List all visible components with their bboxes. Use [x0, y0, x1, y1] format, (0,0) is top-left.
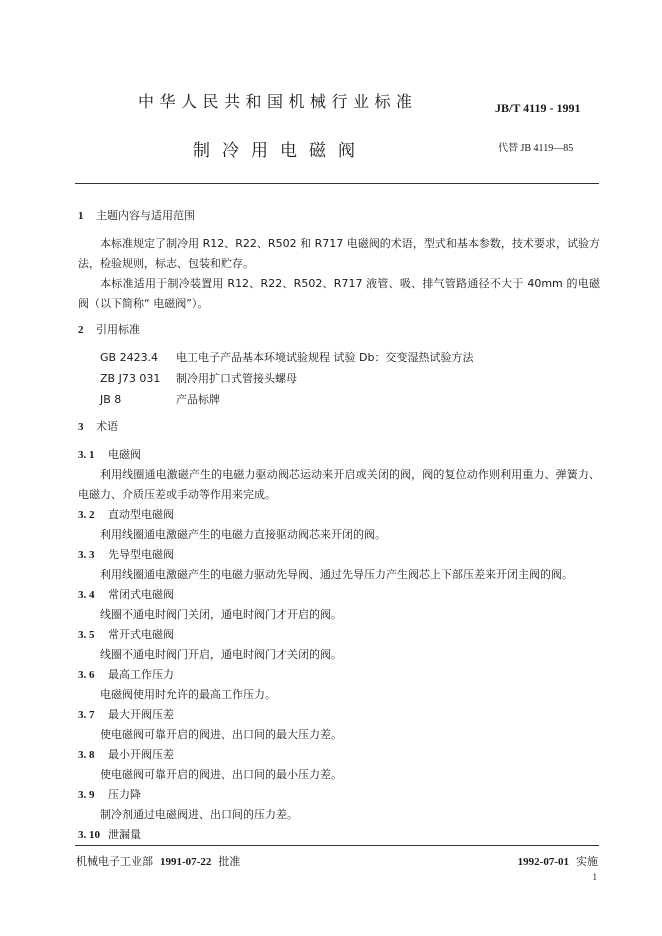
term-heading: 3. 2 直动型电磁阀 [78, 508, 174, 521]
term-heading: 3. 7 最大开阀压差 [78, 708, 174, 721]
term-heading: 3. 5 常开式电磁阀 [78, 628, 174, 641]
footer-divider [75, 845, 599, 846]
term-definition: 利用线圈通电激磁产生的电磁力驱动阀芯运动来开启或关闭的阀，阀的复位动作则利用重力、弹簧力、电磁力、介质压差或手动等作用来完成。 [78, 468, 600, 501]
term-heading: 3. 10 泄漏量 [78, 828, 141, 841]
reference-item: GB 2423.4 电工电子产品基本环境试验规程 试验 Db：交变湿热试验方法 [100, 351, 474, 364]
term-heading: 3. 3 先导型电磁阀 [78, 548, 174, 561]
term-heading: 3. 8 最小开阀压差 [78, 748, 174, 761]
reference-item: ZB J73 031 制冷用扩口式管接头螺母 [100, 372, 297, 385]
document-body [78, 206, 600, 845]
paragraph: 本标准规定了制冷用 R12、R22、R502 和 R717 电磁阀的术语，型式和基本参数，技术要求，试验方法，检验规则，标志、包装和贮存。 [78, 237, 600, 270]
term-definition: 线圈不通电时阀门关闭，通电时阀门才开启的阀。 [100, 608, 342, 621]
reference-item: JB 8 产品标牌 [100, 393, 220, 406]
term-heading: 3. 9 压力降 [78, 788, 141, 801]
implementation-line: 1992-07-01 实施 [517, 855, 598, 868]
paragraph: 本标准适用于制冷装置用 R12、R22、R502、R717 液管、吸、排气管路通径不大于 40mm 的电磁阀（以下简称“ 电磁阀”）。 [78, 277, 600, 310]
standard-code: JB/T 4119 - 1991 [495, 101, 581, 115]
approval-line: 机械电子工业部 1991-07-22 批准 [76, 855, 241, 868]
section-heading: 3 术语 [78, 420, 118, 433]
term-heading: 3. 4 常闭式电磁阀 [78, 588, 174, 601]
header-divider [75, 183, 599, 184]
section-heading: 1 主题内容与适用范围 [78, 209, 195, 222]
term-definition: 利用线圈通电激磁产生的电磁力直接驱动阀芯来开闭的阀。 [100, 528, 386, 541]
document-title: 制冷用电磁阀 [193, 141, 367, 161]
term-definition: 使电磁阀可靠开启的阀进、出口间的最大压力差。 [100, 728, 342, 741]
term-definition: 利用线圈通电激磁产生的电磁力驱动先导阀、通过先导压力产生阀芯上下部压差来开闭主阀的阀。 [100, 568, 573, 581]
term-definition: 线圈不通电时阀门开启，通电时阀门才关闭的阀。 [100, 648, 342, 661]
page-number: 1 [592, 872, 597, 882]
section-heading: 2 引用标准 [78, 323, 140, 336]
term-definition: 使电磁阀可靠开启的阀进、出口间的最小压力差。 [100, 768, 342, 781]
term-heading: 3. 1 电磁阀 [78, 448, 141, 461]
term-heading: 3. 6 最高工作压力 [78, 668, 174, 681]
replaces-note: 代替 JB 4119—85 [498, 143, 574, 154]
term-definition: 电磁阀使用时允许的最高工作压力。 [100, 688, 276, 701]
industry-standard-heading: 中华人民共和国机械行业标准 [138, 92, 418, 111]
term-definition: 制冷剂通过电磁阀进、出口间的压力差。 [100, 808, 298, 821]
